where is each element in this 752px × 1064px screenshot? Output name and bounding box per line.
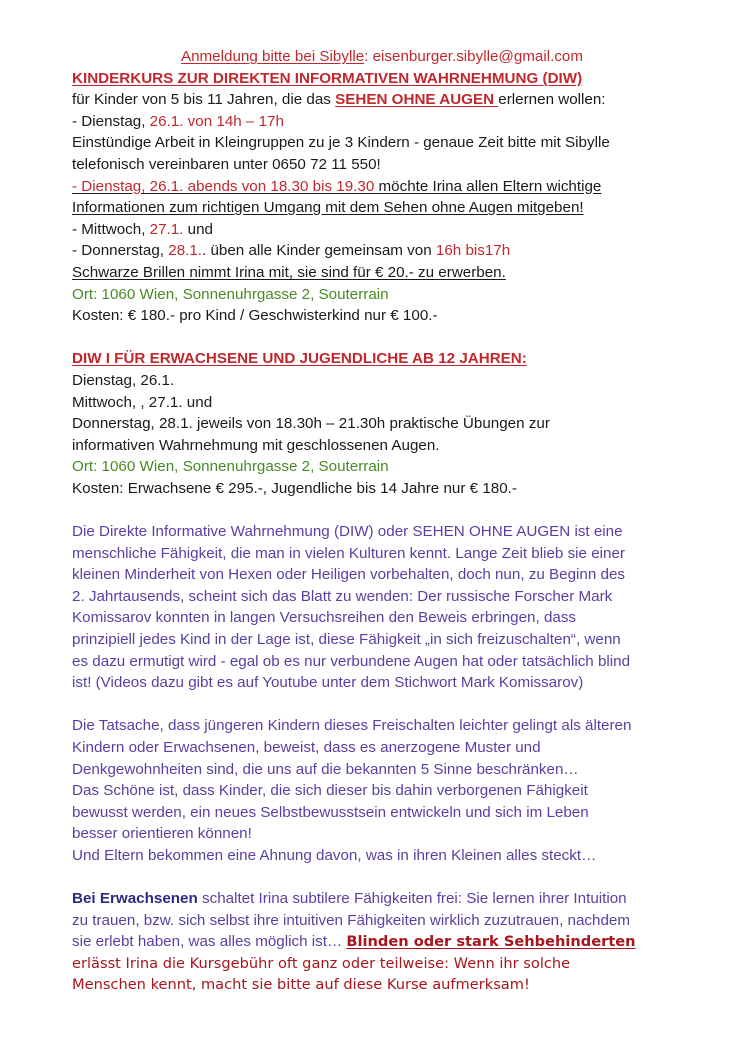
kids-date-wednesday xyxy=(72,219,692,241)
closing-line-5: Menschen kennt, macht sie bitte auf diese Kurse aufmerksam! xyxy=(72,976,530,994)
info1-line: Komissarov konnten in langen Versuchsreihen den Beweis erbringen, dass xyxy=(72,609,577,627)
kids-date-thursday xyxy=(72,240,692,262)
kids-course-title: KINDERKURS ZUR DIREKTEN INFORMATIVEN WAHRNEHMUNG (DIW) xyxy=(72,69,583,87)
kids-date-wednesday-and: und xyxy=(183,220,213,238)
kids-date-thursday-label: - Donnerstag, xyxy=(72,242,169,260)
parents-evening-time: - Dienstag, 26.1. abends von 18.30 bis 19.30 xyxy=(72,177,375,195)
diw-info-paragraph-2 xyxy=(72,715,692,866)
info2-line: Denkgewohnheiten sind, die uns auf die bekannten 5 Sinne beschränken… xyxy=(72,760,579,778)
closing-line-1-text: schaltet Irina subtilere Fähigkeiten frei: Sie lernen ihrer Intuition xyxy=(197,890,627,908)
flyer-page xyxy=(72,46,692,996)
kids-group-info-2: telefonisch vereinbaren unter 0650 72 11 550! xyxy=(72,155,381,173)
info1-line: prinzipiell jedes Kind in der Lage ist, diese Fähigkeit „in sich freizuschalten“, wenn xyxy=(72,631,621,649)
kids-group-info-1: Einstündige Arbeit in Kleingruppen zu je 3 Kindern - genaue Zeit bitte mit Sibylle xyxy=(72,134,610,152)
adults-date-thursday: Donnerstag, 28.1. jeweils von 18.30h – 21.30h praktische Übungen zur xyxy=(72,415,550,433)
kids-costs: Kosten: € 180.- pro Kind / Geschwisterkind nur € 100.- xyxy=(72,307,438,325)
closing-line-1 xyxy=(72,888,692,910)
kids-date-tuesday xyxy=(72,111,692,133)
kids-intro-end: erlernen wollen: xyxy=(498,91,606,109)
info1-line: Die Direkte Informative Wahrnehmung (DIW) oder SEHEN OHNE AUGEN ist eine xyxy=(72,523,623,541)
kids-intro-highlight: SEHEN OHNE AUGEN xyxy=(335,91,499,109)
kids-date-tuesday-time: 26.1. von 14h – 17h xyxy=(149,112,284,130)
adults-location: Ort: 1060 Wien, Sonnenuhrgasse 2, Souterrain xyxy=(72,458,389,476)
adults-costs: Kosten: Erwachsene € 295.-, Jugendliche bis 14 Jahre nur € 180.- xyxy=(72,479,517,497)
info2-line: Das Schöne ist, dass Kinder, die sich dieser bis dahin verborgenen Fähigkeit xyxy=(72,782,588,800)
closing-line-3-text: sie erlebt haben, was alles möglich ist… xyxy=(72,933,347,951)
registration-email[interactable]: : eisenburger.sibylle@gmail.com xyxy=(364,48,584,65)
kids-date-thursday-date: 28.1. xyxy=(168,242,203,260)
kids-date-wednesday-date: 27.1. xyxy=(149,220,184,238)
kids-intro-text: für Kinder von 5 bis 11 Jahren, die das xyxy=(72,91,336,109)
kids-intro xyxy=(72,89,692,111)
info2-line: bewusst werden, ein neues Selbstbewusstsein entwickeln und sich im Leben xyxy=(72,803,589,821)
kids-course-section xyxy=(72,68,692,327)
closing-line-4: erlässt Irina die Kursgebühr oft ganz oder teilweise: Wenn ihr solche xyxy=(72,954,571,972)
adults-course-section xyxy=(72,348,692,499)
info2-line: Die Tatsache, dass jüngeren Kindern dieses Freischalten leichter gelingt als älteren xyxy=(72,717,632,735)
info1-line: ist! (Videos dazu gibt es auf Youtube unter dem Stichwort Mark Komissarov) xyxy=(72,674,584,692)
info1-line: es dazu ermutigt wird - egal ob es nur verbundene Augen hat oder tatsächlich blind xyxy=(72,652,631,670)
parents-evening-line-2: Informationen zum richtigen Umgang mit dem Sehen ohne Augen mitgeben! xyxy=(72,199,584,217)
closing-paragraph xyxy=(72,888,692,996)
adults-date-tuesday: Dienstag, 26.1. xyxy=(72,371,175,389)
registration-line xyxy=(72,46,692,68)
diw-info-paragraph-1 xyxy=(72,521,692,694)
closing-blind-highlight: Blinden oder stark Sehbehinderten xyxy=(346,933,636,951)
info1-line: kleinen Minderheit von Hexen oder Heiligen vorbehalten, doch nun, zu Beginn des xyxy=(72,566,626,584)
adults-course-title: DIW I FÜR ERWACHSENE UND JUGENDLICHE AB 12 JAHREN: xyxy=(72,350,527,368)
registration-label: Anmeldung bitte bei Sibylle xyxy=(180,48,365,65)
glasses-note: Schwarze Brillen nimmt Irina mit, sie sind für € 20.- zu erwerben. xyxy=(72,263,506,281)
info2-line: Kindern oder Erwachsenen, beweist, dass es anerzogene Muster und xyxy=(72,739,541,756)
kids-date-tuesday-label: - Dienstag, xyxy=(72,112,150,130)
adults-practice-info: informativen Wahrnehmung mit geschlossenen Augen. xyxy=(72,436,440,454)
closing-adults-label: Bei Erwachsenen xyxy=(72,890,198,908)
info2-line: besser orientieren können! xyxy=(72,825,252,843)
info1-line: 2. Jahrtausends, scheint sich das Blatt zu wenden: Der russische Forscher Mark xyxy=(72,587,613,605)
adults-date-wednesday: Mittwoch, , 27.1. und xyxy=(72,393,213,411)
parents-evening-line-1 xyxy=(72,176,692,198)
kids-date-thursday-time: 16h bis17h xyxy=(435,242,511,260)
kids-date-wednesday-label: - Mittwoch, xyxy=(72,220,150,238)
parents-evening-text: möchte Irina allen Eltern wichtige xyxy=(374,177,602,195)
closing-line-2: zu trauen, bzw. sich selbst ihre intuitiven Fähigkeiten wirklich zuzutrauen, nachdem xyxy=(72,911,630,929)
kids-date-thursday-text: . üben alle Kinder gemeinsam von xyxy=(202,242,436,260)
kids-location: Ort: 1060 Wien, Sonnenuhrgasse 2, Souterrain xyxy=(72,285,389,303)
closing-line-3 xyxy=(72,931,692,953)
info1-line: menschliche Fähigkeit, die man in vielen Kulturen kennt. Lange Zeit blieb sie einer xyxy=(72,544,625,562)
info2-line: Und Eltern bekommen eine Ahnung davon, was in ihren Kleinen alles steckt… xyxy=(72,846,597,864)
